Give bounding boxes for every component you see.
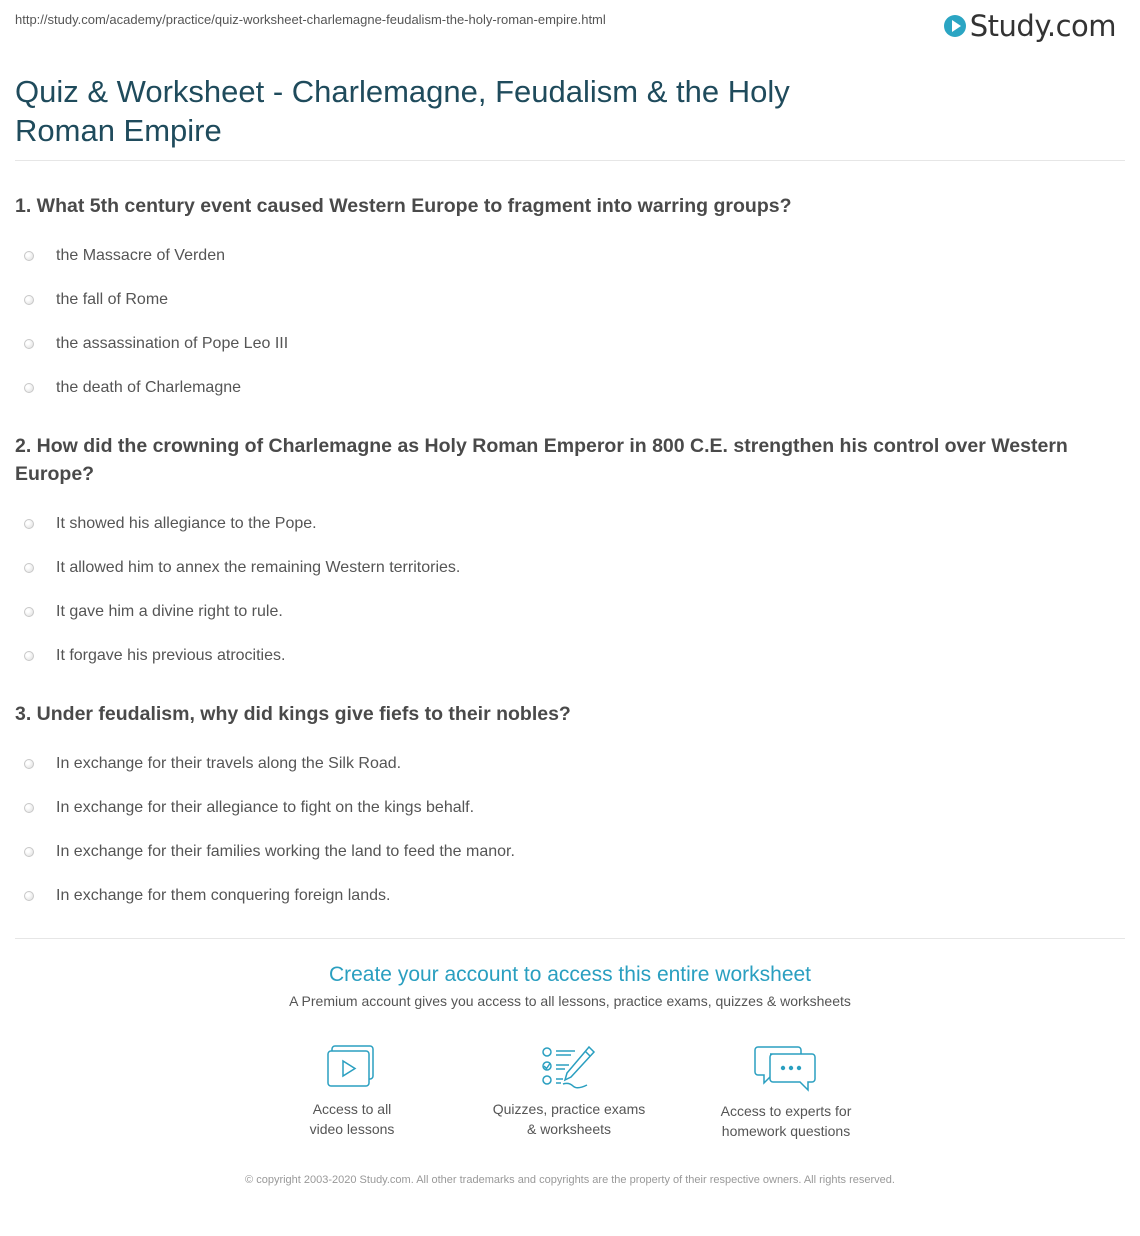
answer-option[interactable] [15, 634, 1125, 678]
answer-option[interactable] [15, 234, 1125, 278]
answer-options [15, 742, 1125, 918]
copyright-footer: © copyright 2003-2020 Study.com. All other trademarks and copyrights are the property of their respective owners. All rights reserved. [245, 1174, 895, 1186]
title-divider [15, 160, 1125, 161]
quiz-checklist-icon [541, 1044, 597, 1090]
answer-label: It forgave his previous atrocities. [56, 647, 286, 664]
answer-label: the death of Charlemagne [56, 379, 242, 396]
radio-button[interactable] [24, 891, 34, 901]
promo-subtitle: A Premium account gives you access to all lessons, practice exams, quizzes & worksheets [289, 993, 851, 1009]
radio-button[interactable] [24, 295, 34, 305]
play-logo-icon [944, 15, 966, 37]
feature-quizzes [469, 1044, 669, 1139]
question-1 [15, 192, 1125, 410]
radio-button[interactable] [24, 519, 34, 529]
answer-options [15, 234, 1125, 410]
video-lessons-icon [325, 1044, 379, 1090]
feature-experts [686, 1044, 886, 1141]
promo-title-link[interactable]: Create your account to access this entire worksheet [328, 963, 812, 986]
question-text: 2. How did the crowning of Charlemagne as Holy Roman Emperor in 800 C.E. strengthen his control over Western Europe? [15, 435, 1068, 485]
page-title: Quiz & Worksheet - Charlemagne, Feudalism & the Holy Roman Empire [15, 74, 790, 148]
radio-button[interactable] [24, 339, 34, 349]
answer-label: In exchange for their travels along the Silk Road. [56, 755, 402, 772]
study-logo[interactable] [944, 9, 1116, 43]
question-text: 1. What 5th century event caused Western Europe to fragment into warring groups? [15, 195, 792, 217]
answer-label: It allowed him to annex the remaining Western territories. [56, 559, 461, 576]
answer-option[interactable] [15, 546, 1125, 590]
answer-option[interactable] [15, 322, 1125, 366]
answer-label: In exchange for their families working the land to feed the manor. [56, 843, 515, 860]
answer-option[interactable] [15, 742, 1125, 786]
answer-option[interactable] [15, 502, 1125, 546]
answer-option[interactable] [15, 590, 1125, 634]
feature-video-lessons [252, 1044, 452, 1139]
answer-label: the Massacre of Verden [56, 247, 225, 264]
answer-options [15, 502, 1125, 678]
answer-option[interactable] [15, 278, 1125, 322]
feature-label: Access to experts for homework questions [720, 1103, 852, 1139]
answer-label: It gave him a divine right to rule. [56, 603, 283, 620]
promo-divider [15, 938, 1125, 939]
answer-option[interactable] [15, 830, 1125, 874]
feature-label: Access to all video lessons [309, 1101, 395, 1137]
chat-bubbles-icon [754, 1044, 818, 1092]
top-bar [15, 9, 1116, 43]
premium-promo [0, 962, 1140, 1009]
radio-button[interactable] [24, 607, 34, 617]
radio-button[interactable] [24, 383, 34, 393]
question-3 [15, 700, 1125, 918]
answer-option[interactable] [15, 874, 1125, 918]
logo-text: Study.com [969, 9, 1116, 43]
feature-label: Quizzes, practice exams & worksheets [492, 1101, 646, 1137]
radio-button[interactable] [24, 803, 34, 813]
answer-option[interactable] [15, 366, 1125, 410]
radio-button[interactable] [24, 563, 34, 573]
radio-button[interactable] [24, 759, 34, 769]
answer-option[interactable] [15, 786, 1125, 830]
question-2 [15, 432, 1125, 678]
page-url[interactable]: http://study.com/academy/practice/quiz-worksheet-charlemagne-feudalism-the-holy-roman-empire.html [15, 12, 606, 27]
answer-label: the assassination of Pope Leo III [56, 335, 289, 352]
answer-label: the fall of Rome [56, 291, 169, 308]
radio-button[interactable] [24, 651, 34, 661]
answer-label: It showed his allegiance to the Pope. [56, 515, 317, 532]
answer-label: In exchange for their allegiance to fight on the kings behalf. [56, 799, 475, 816]
question-text: 3. Under feudalism, why did kings give fiefs to their nobles? [15, 703, 571, 725]
answer-label: In exchange for them conquering foreign lands. [56, 887, 391, 904]
radio-button[interactable] [24, 847, 34, 857]
radio-button[interactable] [24, 251, 34, 261]
